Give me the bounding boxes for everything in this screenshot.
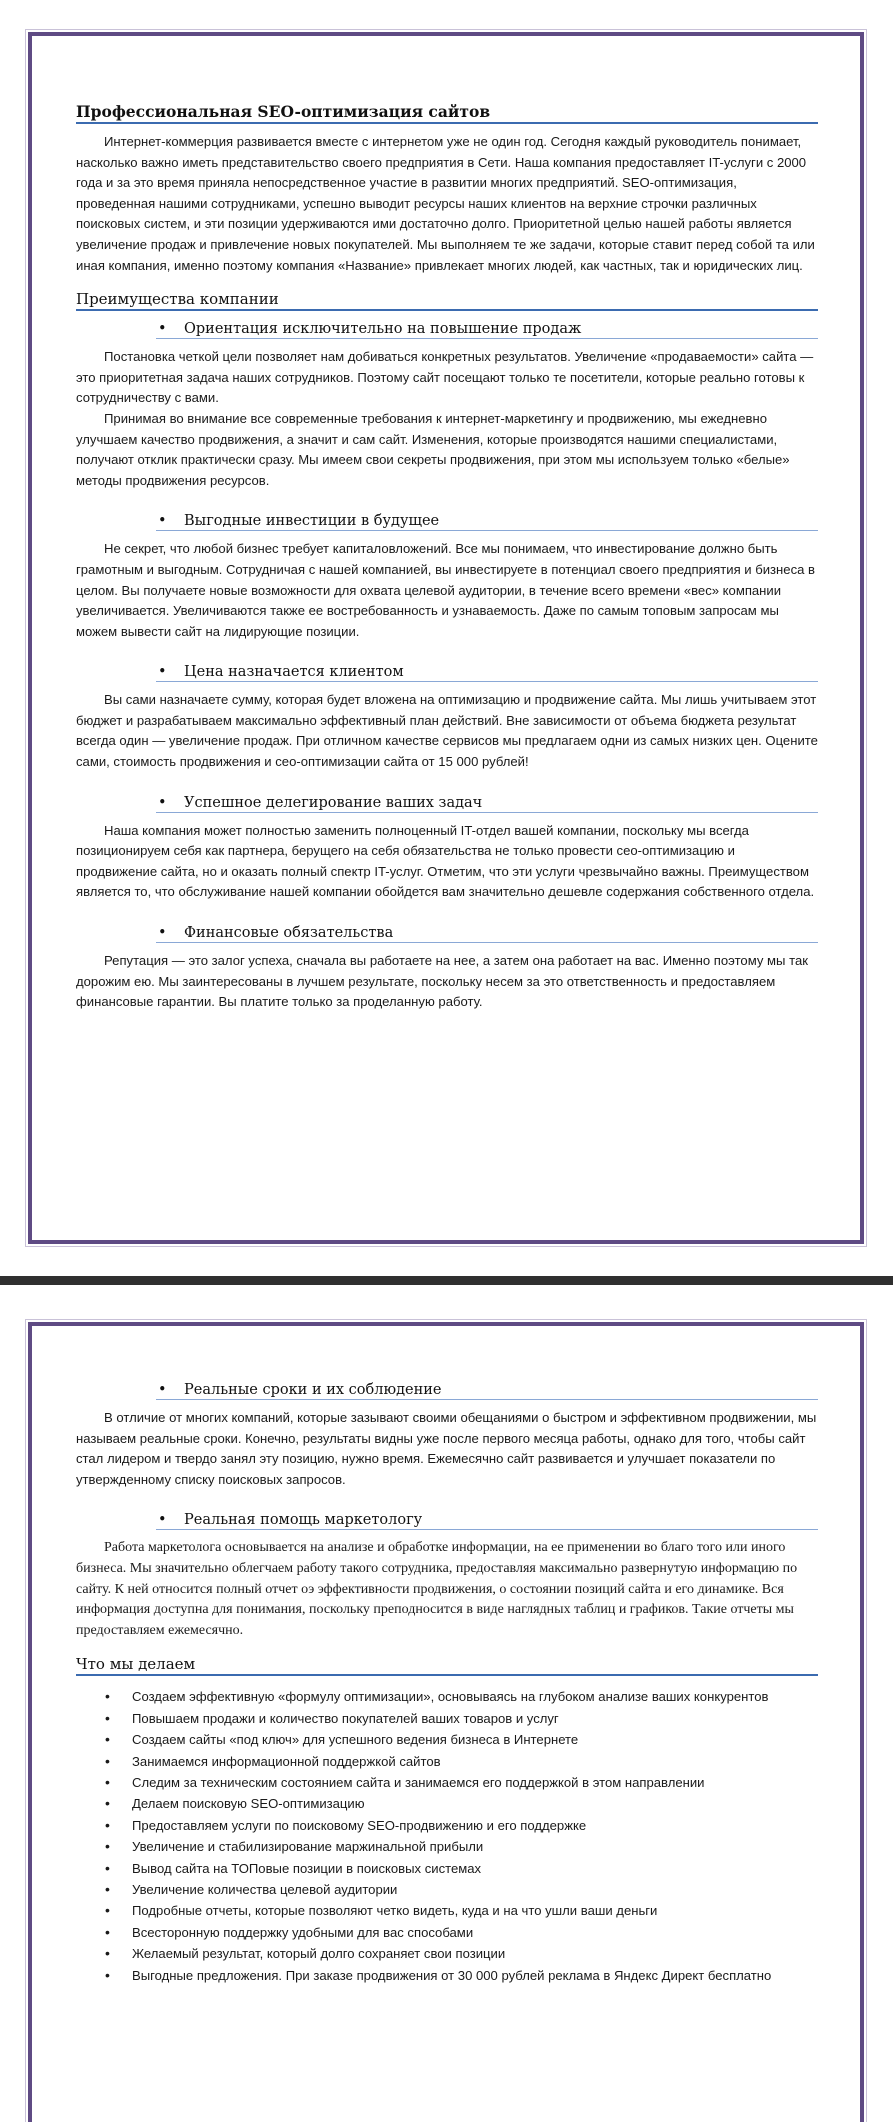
list-item: • Создаем сайты «под ключ» для успешного ведения бизнеса в Интернете: [132, 1729, 818, 1750]
section-paragraph: Работа маркетолога основывается на анализе и обработке информации, на ее применении во благо того или иного бизнеса. Мы значительно облегчаем работу такого сотрудника, предоставляя максимально развернутую информацию по сайту. К ней относится полный отчет оэ эффективности продвижения, о состоянии позиций сайта и его динамике. Вся информация доступна для понимания, поскольку преподносится в виде наглядных таблиц и графиков. Такие отчеты мы предоставляем ежемесячно.: [76, 1540, 798, 1638]
bullet-icon: •: [158, 321, 167, 338]
section-heading-delegation: • Успешное делегирование ваших задач: [156, 795, 818, 813]
section-heading-sales: • Ориентация исключительно на повышение продаж: [156, 321, 818, 339]
list-item: • Всесторонную поддержку удобными для вас способами: [132, 1922, 818, 1943]
list-item: • Вывод сайта на ТОПовые позиции в поисковых системах: [132, 1858, 818, 1879]
list-item: • Следим за техническим состоянием сайта и занимаемся его поддержкой в этом направлении: [132, 1772, 818, 1793]
section-paragraph: Репутация — это залог успеха, сначала вы работаете на нее, а затем она работает на вас. Именно поэтому мы так дорожим ею. Мы заинтересованы в лучшем результате, поскольку несем за это ответственность и предоставляем финансовые гарантии. Вы платите только за проделанную работу.: [76, 953, 808, 1010]
document-page-1: [28, 32, 864, 1244]
section-paragraph: Не секрет, что любой бизнес требует капиталовложений. Все мы понимаем, что инвестирование должно быть грамотным и выгодным. Сотрудничая с нашей компанией, вы инвестируете в потенциал своего предприятия и бизнеса в целом. Вы получаете новые возможности для охвата целевой аудитории, в течение всего времени «вес» компании увеличивается. Увеличиваются также ее востребованность и узнаваемость. Даже по самым топовым запросам мы можем вывести сайт на лидирующие позиции.: [76, 541, 815, 639]
list-item: • Делаем поисковую SEO-оптимизацию: [132, 1793, 818, 1814]
what-we-do-list: [76, 1686, 818, 1986]
section-paragraph: Принимая во внимание все современные требования к интернет-маркетингу и продвижению, мы ежедневно улучшаем качество продвижения, а значит и сам сайт. Изменения, которые производятся нашими специалистами, получают отклик практически сразу. Мы имеем свои секреты продвижения, при этом мы используем только «белые» методы продвижения ресурсов.: [76, 410, 790, 488]
list-item: • Увеличение количества целевой аудитории: [132, 1879, 818, 1900]
bullet-icon: •: [158, 1512, 167, 1529]
document-title: Профессиональная SEO-оптимизация сайтов: [76, 102, 818, 124]
what-we-do-heading: Что мы делаем: [76, 1655, 818, 1676]
section-heading-price: • Цена назначается клиентом: [156, 664, 818, 682]
section-paragraph: Постановка четкой цели позволяет нам добиваться конкретных результатов. Увеличение «продаваемости» сайта — это приоритетная задача наших сотрудников. Поэтому сайт посещают только те посетители, которые реально готовы к сотрудничеству с вами.: [76, 349, 814, 406]
advantages-heading: Преимущества компании: [76, 290, 818, 311]
page-1-content: [76, 102, 818, 1013]
list-item: • Увеличение и стабилизирование маржинальной прибыли: [132, 1836, 818, 1857]
intro-paragraph: Интернет-коммерция развивается вместе с интернетом уже не один год. Сегодня каждый руководитель понимает, насколько важно иметь представительство своего предприятия в Сети. Наша компания предоставляет IT-услуги с 2000 года и за это время приняла непосредственное участие в развитии многих предприятий. SEO-оптимизация, проведенная нашими сотрудниками, успешно выводит ресурсы наших клиентов на верхние строчки различных поисковых систем, и эти позиции удерживаются ими достаточно долго. Приоритетной целью нашей работы является увеличение продаж и привлечение новых покупателей. Мы выполняем те же задачи, которые ставит перед собой та или иная компания, именно поэтому компания «Название» привлекает многих людей, как частных, так и юридических лиц.: [76, 134, 815, 273]
bullet-icon: •: [158, 1382, 167, 1398]
list-item: • Занимаемся информационной поддержкой сайтов: [132, 1751, 818, 1772]
list-item: • Повышаем продажи и количество покупателей ваших товаров и услуг: [132, 1708, 818, 1729]
list-item: • Предоставляем услуги по поисковому SEO-продвижению и его поддержке: [132, 1815, 818, 1836]
section-heading-marketing: • Реальная помощь маркетологу: [156, 1512, 818, 1530]
bullet-icon: •: [158, 513, 167, 530]
page-separator: [0, 1276, 893, 1285]
list-item: • Подробные отчеты, которые позволяют четко видеть, куда и на что ушли ваши деньги: [132, 1900, 818, 1921]
bullet-icon: •: [158, 794, 167, 811]
list-item: • Создаем эффективную «формулу оптимизации», основываясь на глубоком анализе ваших конкурентов: [132, 1686, 818, 1707]
list-item: • Желаемый результат, который долго сохраняет свои позиции: [132, 1943, 818, 1964]
section-heading-investments: • Выгодные инвестиции в будущее: [156, 513, 818, 531]
list-item: • Выгодные предложения. При заказе продвижения от 30 000 рублей реклама в Яндекс Директ бесплатно: [132, 1965, 818, 1986]
bullet-icon: •: [158, 664, 167, 681]
document-page-2: [28, 1322, 864, 2122]
bullet-icon: •: [158, 925, 167, 942]
section-heading-deadlines: • Реальные сроки и их соблюдение: [156, 1382, 818, 1400]
section-paragraph: Вы сами назначаете сумму, которая будет вложена на оптимизацию и продвижение сайта. Мы лишь учитываем этот бюджет и разрабатываем максимально эффективный план действий. Вне зависимости от объема бюджета результат всегда один — увеличение продаж. При отличном качестве сервисов мы предлагаем одни из самых низких цен. Оцените сами, стоимость продвижения и сео-оптимизации сайта от 15 000 рублей!: [76, 692, 818, 770]
section-heading-finance: • Финансовые обязательства: [156, 925, 818, 943]
section-paragraph: В отличие от многих компаний, которые зазывают своими обещаниями о быстром и эффективном продвижении, мы называем реальные сроки. Конечно, результаты видны уже после первого месяца работы, однако для того, чтобы сайт стал лидером и твердо занял эту позицию, нужно время. Ежемесячно сайт развивается и улучшает показатели по утвержденному списку поисковых запросов.: [76, 1410, 817, 1487]
section-paragraph: Наша компания может полностью заменить полноценный IT-отдел вашей компании, поскольку мы всегда позиционируем себя как партнера, берущего на себя обязательства не только провести сео-оптимизацию и продвижение сайта, но и оказать полный спектр IT-услуг. Отметим, что эти услуги чрезвычайно важны. Преимуществом является то, что обслуживание нашей компании обойдется вам значительно дешевле содержания собственного отдела.: [76, 822, 815, 900]
page-2-content: [76, 1382, 818, 1986]
